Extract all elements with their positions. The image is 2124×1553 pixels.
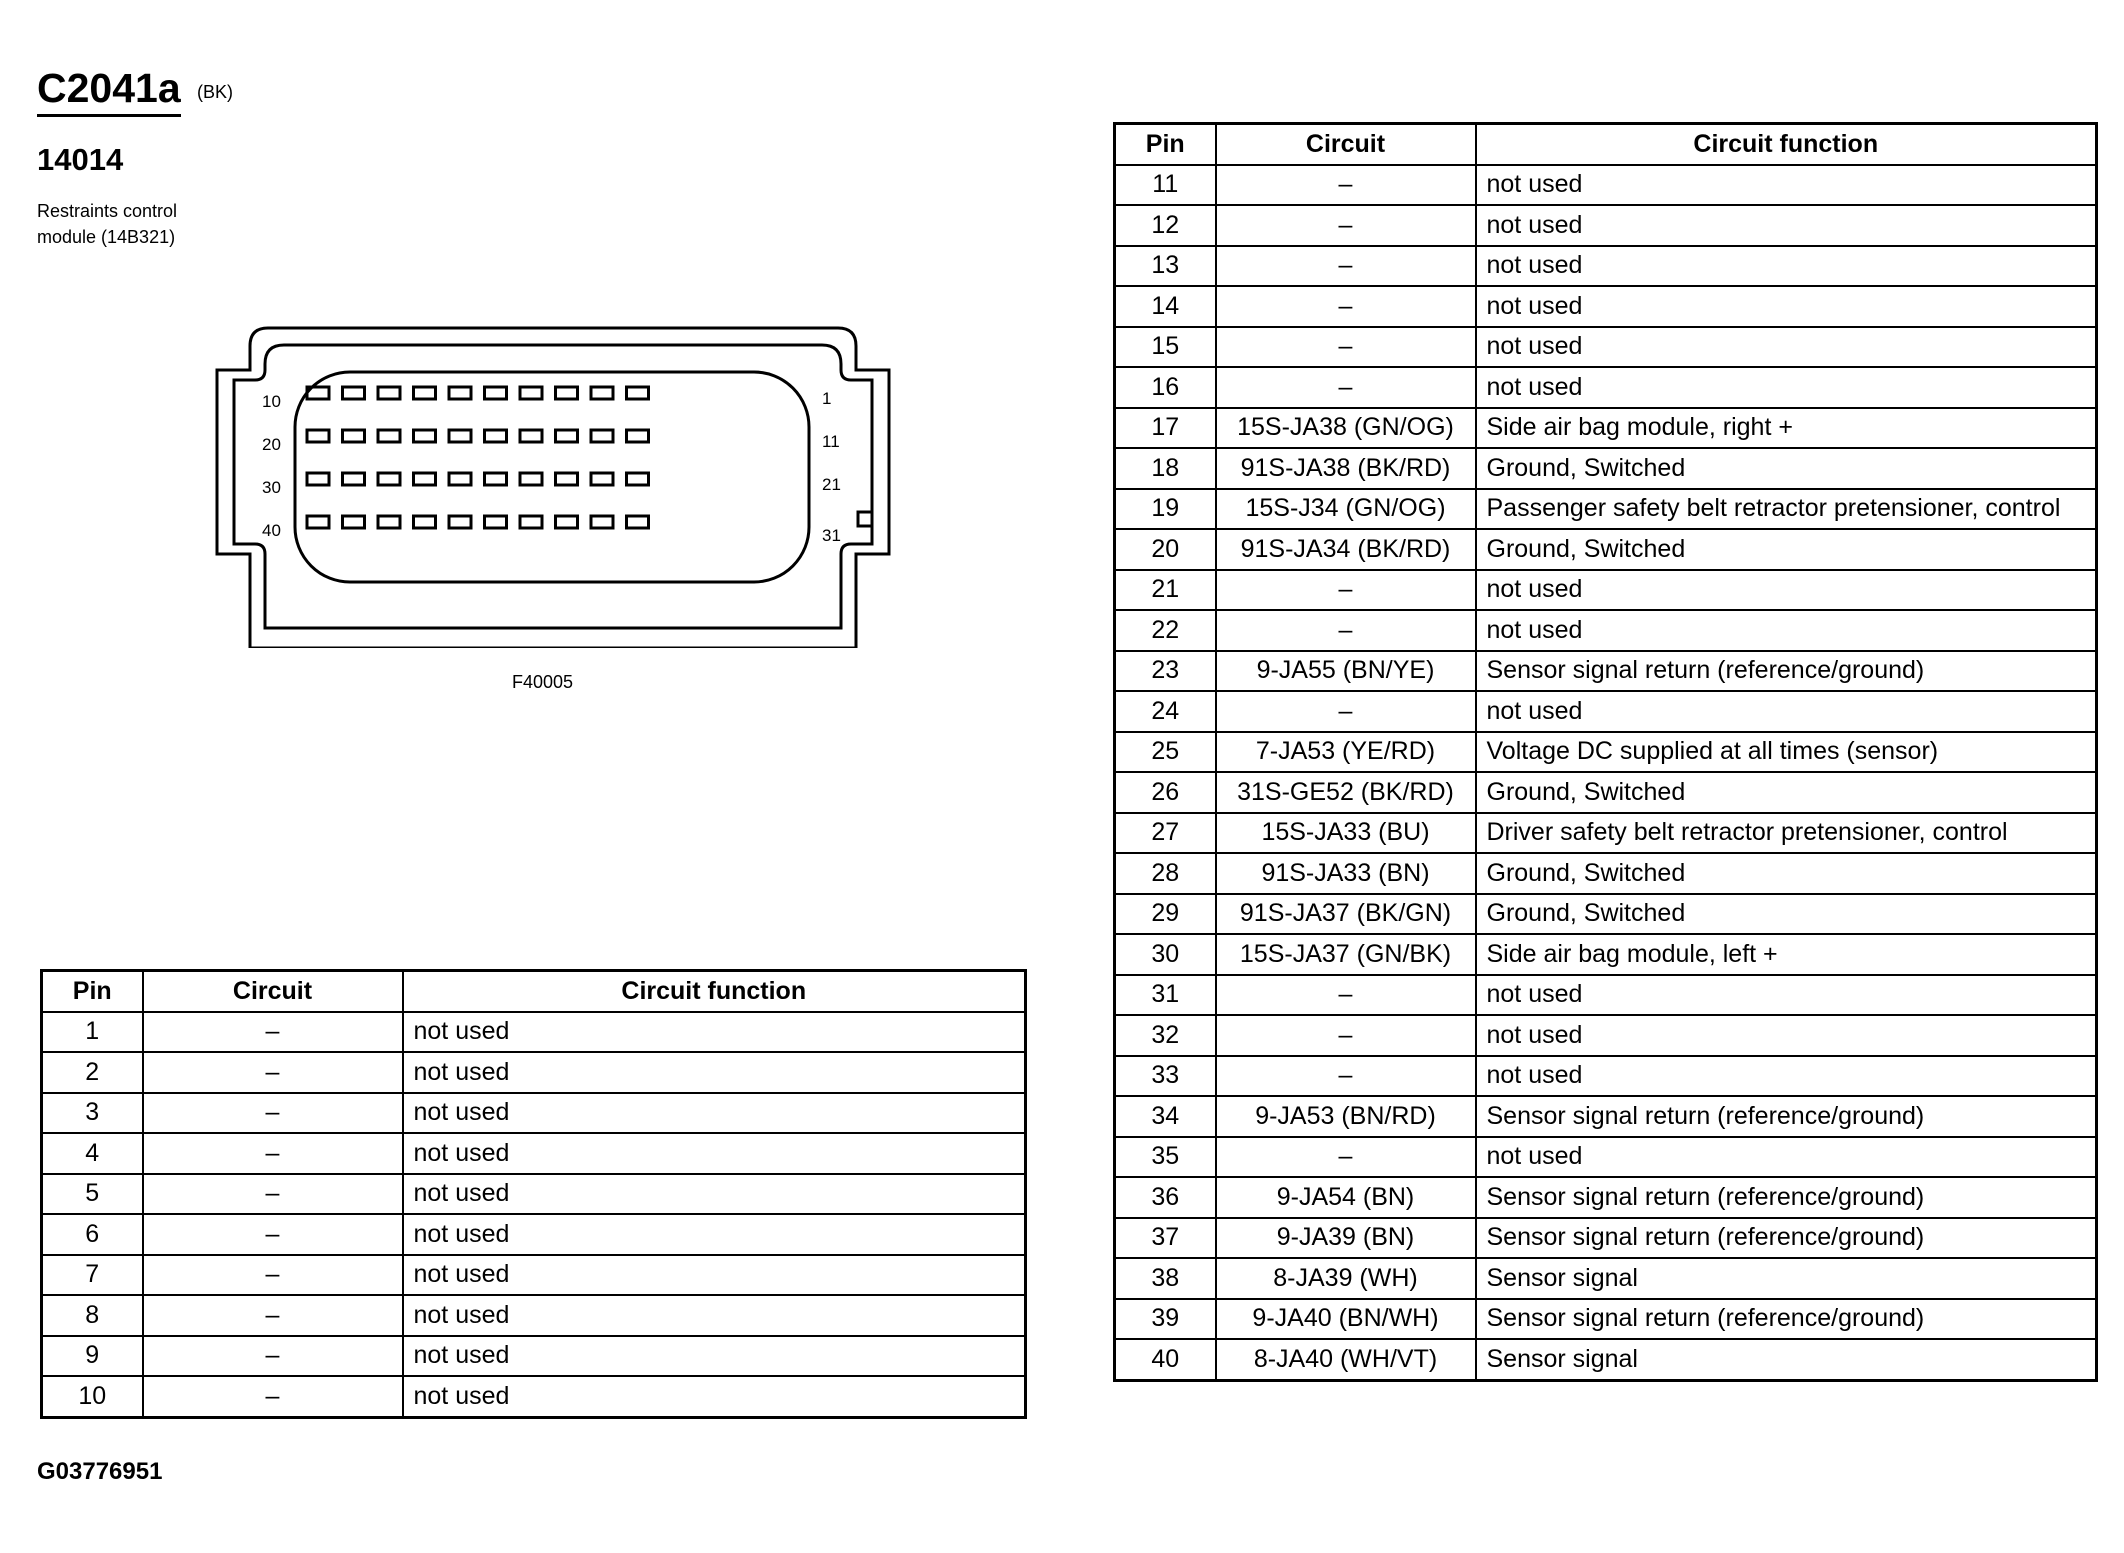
pin-cavity [485,387,507,399]
pin-cavity-area [295,372,809,582]
table-row [1115,489,2097,530]
pin-cell: 29 [1115,894,1216,935]
header-pin: Pin [42,971,143,1012]
function-cell: Sensor signal [1476,1339,2097,1380]
pin-cell: 39 [1115,1299,1216,1340]
circuit-cell: 15S-J34 (GN/OG) [1216,489,1476,530]
pin-cell: 30 [1115,934,1216,975]
table-row [1115,529,2097,570]
function-cell: Sensor signal return (reference/ground) [1476,1096,2097,1137]
pin-cavity [307,430,329,442]
table-row [42,1214,1026,1255]
table-row [1115,367,2097,408]
table-row [1115,651,2097,692]
pin-cell: 19 [1115,489,1216,530]
circuit-cell: – [1216,691,1476,732]
function-cell: Ground, Switched [1476,772,2097,813]
pin-cell: 35 [1115,1137,1216,1178]
circuit-cell: – [143,1336,403,1377]
pin-cell: 12 [1115,205,1216,246]
circuit-cell: 7-JA53 (YE/RD) [1216,732,1476,773]
pin-cavity [627,387,649,399]
circuit-cell: 91S-JA34 (BK/RD) [1216,529,1476,570]
pin-cavity [591,430,613,442]
pin-cavity [343,387,365,399]
pin-cell: 37 [1115,1218,1216,1259]
drawing-id: G03776951 [37,1458,163,1485]
circuit-cell: – [1216,205,1476,246]
function-cell: Sensor signal return (reference/ground) [1476,1299,2097,1340]
table-row [1115,286,2097,327]
table-row [1115,327,2097,368]
pin-cavity [627,430,649,442]
pin-cell: 20 [1115,529,1216,570]
circuit-cell: 9-JA40 (BN/WH) [1216,1299,1476,1340]
table-row [1115,570,2097,611]
function-cell: not used [403,1174,1026,1215]
pin-cell: 27 [1115,813,1216,854]
circuit-cell: 9-JA53 (BN/RD) [1216,1096,1476,1137]
function-cell: Ground, Switched [1476,448,2097,489]
pin-cell: 23 [1115,651,1216,692]
circuit-cell: – [1216,246,1476,287]
connector-outer-housing [217,328,889,648]
circuit-cell: 9-JA54 (BN) [1216,1177,1476,1218]
pin-cavity [520,516,542,528]
pin-cell: 22 [1115,610,1216,651]
pin-table-1-10 [40,969,1027,1419]
circuit-cell: 91S-JA33 (BN) [1216,853,1476,894]
pin-cavity [343,430,365,442]
circuit-cell: 15S-JA33 (BU) [1216,813,1476,854]
pin-cell: 3 [42,1093,143,1134]
function-cell: not used [1476,367,2097,408]
function-cell: not used [1476,327,2097,368]
table-row [1115,448,2097,489]
pin-cavity [378,387,400,399]
function-cell: not used [1476,1056,2097,1097]
table-row [42,1012,1026,1053]
component-description-line1: Restraints control [37,201,178,221]
pin-label: 1 [822,389,832,408]
pin-cavity [449,387,471,399]
pin-cavity [449,473,471,485]
table-row [1115,1137,2097,1178]
pin-cavity [414,473,436,485]
function-cell: not used [1476,246,2097,287]
circuit-cell: 8-JA39 (WH) [1216,1258,1476,1299]
pin-cavity [449,430,471,442]
table-row [1115,1096,2097,1137]
function-cell: Side air bag module, left + [1476,934,2097,975]
function-cell: Side air bag module, right + [1476,408,2097,449]
pin-cell: 9 [42,1336,143,1377]
circuit-cell: – [1216,1015,1476,1056]
circuit-cell: – [1216,367,1476,408]
table-row [1115,772,2097,813]
table-row [1115,1056,2097,1097]
table-header-row [42,971,1026,1012]
pin-cavity [591,473,613,485]
pin-cavity [307,473,329,485]
pin-cell: 2 [42,1052,143,1093]
table-row [42,1376,1026,1417]
circuit-cell: – [1216,286,1476,327]
table-row [1115,1218,2097,1259]
keying-notch [858,512,872,526]
pin-cavity [343,516,365,528]
header-circuit: Circuit [1216,124,1476,165]
circuit-cell: 9-JA55 (BN/YE) [1216,651,1476,692]
circuit-cell: – [143,1255,403,1296]
function-cell: Voltage DC supplied at all times (sensor) [1476,732,2097,773]
pin-cell: 14 [1115,286,1216,327]
pin-label: 21 [822,475,841,494]
table-row [42,1052,1026,1093]
circuit-cell: 91S-JA37 (BK/GN) [1216,894,1476,935]
pin-cavity [627,473,649,485]
pin-cell: 32 [1115,1015,1216,1056]
function-cell: not used [1476,286,2097,327]
pin-label: 31 [822,526,841,545]
pin-cavity [556,387,578,399]
circuit-cell: – [143,1214,403,1255]
pin-cell: 5 [42,1174,143,1215]
pin-cavity [556,516,578,528]
circuit-cell: – [143,1174,403,1215]
pin-cell: 33 [1115,1056,1216,1097]
table-row [42,1336,1026,1377]
function-cell: Passenger safety belt retractor pretensioner, control [1476,489,2097,530]
pin-cavity [485,516,507,528]
component-number: 14014 [37,142,124,177]
pin-cell: 38 [1115,1258,1216,1299]
function-cell: Driver safety belt retractor pretensioner, control [1476,813,2097,854]
pin-cell: 18 [1115,448,1216,489]
table-row [1115,975,2097,1016]
pin-cavity [378,473,400,485]
table-row [1115,853,2097,894]
pin-cell: 31 [1115,975,1216,1016]
table-row [1115,246,2097,287]
circuit-cell: 9-JA39 (BN) [1216,1218,1476,1259]
function-cell: not used [403,1133,1026,1174]
pin-grid [307,387,649,528]
function-cell: not used [403,1336,1026,1377]
table-row [1115,165,2097,206]
figure-id: F40005 [512,672,574,692]
function-cell: not used [1476,610,2097,651]
function-cell: Ground, Switched [1476,894,2097,935]
table-row [42,1255,1026,1296]
table-row [1115,1258,2097,1299]
table-row [1115,1339,2097,1380]
function-cell: not used [1476,1015,2097,1056]
table-row [42,1174,1026,1215]
pin-cell: 15 [1115,327,1216,368]
pin-cavity [414,387,436,399]
pin-cell: 1 [42,1012,143,1053]
table-row [1115,732,2097,773]
function-cell: not used [1476,1137,2097,1178]
pin-cavity [556,430,578,442]
pin-cell: 28 [1115,853,1216,894]
table-row [1115,934,2097,975]
function-cell: not used [403,1376,1026,1417]
header-pin: Pin [1115,124,1216,165]
pin-cavity [414,516,436,528]
pin-cell: 13 [1115,246,1216,287]
circuit-cell: 15S-JA38 (GN/OG) [1216,408,1476,449]
pin-cavity [485,430,507,442]
circuit-cell: 91S-JA38 (BK/RD) [1216,448,1476,489]
connector-id: C2041a [37,64,181,117]
pin-cell: 7 [42,1255,143,1296]
pin-cell: 8 [42,1295,143,1336]
function-cell: not used [403,1255,1026,1296]
pin-cell: 6 [42,1214,143,1255]
circuit-cell: – [143,1052,403,1093]
pin-cavity [520,473,542,485]
pin-cell: 10 [42,1376,143,1417]
pin-cavity [449,516,471,528]
pin-cavity [485,473,507,485]
function-cell: not used [403,1214,1026,1255]
pin-label: 11 [822,432,840,451]
circuit-cell: 8-JA40 (WH/VT) [1216,1339,1476,1380]
function-cell: not used [403,1012,1026,1053]
table-row [1115,1015,2097,1056]
table-row [1115,813,2097,854]
pin-cavity [520,387,542,399]
circuit-cell: – [143,1012,403,1053]
pin-cell: 25 [1115,732,1216,773]
circuit-cell: – [1216,1137,1476,1178]
header-circuit-function: Circuit function [403,971,1026,1012]
circuit-cell: – [143,1133,403,1174]
circuit-cell: – [143,1295,403,1336]
header-circuit: Circuit [143,971,403,1012]
function-cell: not used [1476,570,2097,611]
circuit-cell: – [1216,165,1476,206]
pin-label: 10 [262,392,281,411]
function-cell: Ground, Switched [1476,853,2097,894]
circuit-cell: – [1216,570,1476,611]
pin-cavity [591,516,613,528]
pin-cell: 36 [1115,1177,1216,1218]
function-cell: not used [1476,975,2097,1016]
function-cell: not used [1476,165,2097,206]
pin-cell: 16 [1115,367,1216,408]
pin-cell: 17 [1115,408,1216,449]
pin-cavity [378,516,400,528]
circuit-cell: – [1216,327,1476,368]
function-cell: Sensor signal return (reference/ground) [1476,651,2097,692]
pin-label: 20 [262,435,281,454]
pin-cell: 21 [1115,570,1216,611]
pin-cavity [414,430,436,442]
table-row [1115,408,2097,449]
table-row [42,1093,1026,1134]
circuit-cell: 31S-GE52 (BK/RD) [1216,772,1476,813]
circuit-cell: – [143,1093,403,1134]
circuit-cell: – [1216,1056,1476,1097]
pin-table-11-40 [1113,122,2098,1382]
pin-label: 30 [262,478,281,497]
table-header-row [1115,124,2097,165]
table-row [1115,205,2097,246]
pin-cavity [343,473,365,485]
circuit-cell: 15S-JA37 (GN/BK) [1216,934,1476,975]
function-cell: not used [1476,205,2097,246]
table-row [1115,894,2097,935]
function-cell: not used [403,1052,1026,1093]
function-cell: not used [403,1295,1026,1336]
pin-cavity [556,473,578,485]
table-row [42,1295,1026,1336]
connector-color: (BK) [197,82,233,102]
pin-cell: 11 [1115,165,1216,206]
circuit-cell: – [1216,975,1476,1016]
table-row [1115,1299,2097,1340]
table-row [42,1133,1026,1174]
component-description-line2: module (14B321) [37,227,176,247]
pin-cavity [378,430,400,442]
pin-cell: 26 [1115,772,1216,813]
table-row [1115,691,2097,732]
function-cell: Sensor signal [1476,1258,2097,1299]
title-block [37,64,233,117]
component-description [37,198,257,250]
pin-cavity [627,516,649,528]
connector-face-diagram [210,318,910,648]
circuit-cell: – [143,1376,403,1417]
pin-cell: 4 [42,1133,143,1174]
pin-cavity [591,387,613,399]
pin-cavity [307,516,329,528]
function-cell: not used [403,1093,1026,1134]
pin-cell: 24 [1115,691,1216,732]
circuit-cell: – [1216,610,1476,651]
pin-cell: 40 [1115,1339,1216,1380]
pin-label: 40 [262,521,281,540]
function-cell: Sensor signal return (reference/ground) [1476,1218,2097,1259]
header-circuit-function: Circuit function [1476,124,2097,165]
pin-cell: 34 [1115,1096,1216,1137]
function-cell: not used [1476,691,2097,732]
table-row [1115,1177,2097,1218]
pin-cavity [520,430,542,442]
table-row [1115,610,2097,651]
function-cell: Ground, Switched [1476,529,2097,570]
function-cell: Sensor signal return (reference/ground) [1476,1177,2097,1218]
